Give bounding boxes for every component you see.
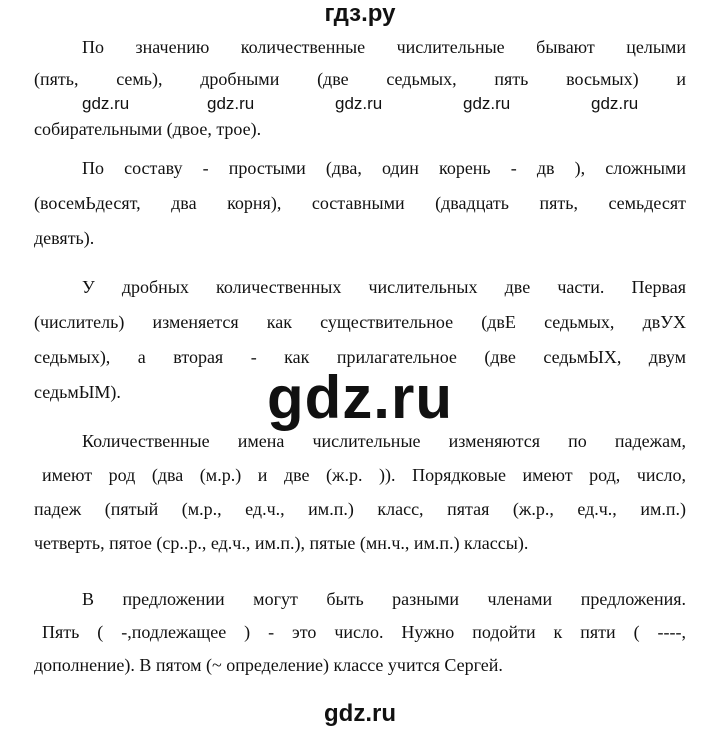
paragraph-declension <box>34 425 686 559</box>
watermark-large: gdz.ru <box>267 364 453 431</box>
text-line: девять). <box>34 228 95 248</box>
text-line: Количественные имена числительные изменяются по падежам, <box>82 431 686 451</box>
text-line: собирательными (двое, трое). <box>34 119 262 139</box>
text-line: падеж (пятый (м.р., ед.ч., им.п.) класс, пятая (ж.р., ед.ч., им.п.) <box>34 499 686 519</box>
text-line: седьмЫМ). <box>34 382 121 402</box>
watermark-small: gdz.ru <box>591 94 639 113</box>
text-line: дополнение). В пятом (~ определение) классе учится Сергей. <box>34 655 503 675</box>
watermark-footer: gdz.ru <box>324 700 396 727</box>
text-line: имеют род (два (м.р.) и две (ж.р. )). Порядковые имеют род, число, <box>42 465 686 485</box>
watermark-small: gdz.ru <box>335 94 383 113</box>
text-line: В предложении могут быть разными членами предложения. <box>82 589 686 609</box>
text-line: Пять ( -,подлежащее ) - это число. Нужно подойти к пяти ( ----, <box>42 622 686 642</box>
watermark-small: gdz.ru <box>207 94 255 113</box>
watermark-small: gdz.ru <box>82 94 130 113</box>
watermark-small: gdz.ru <box>463 94 511 113</box>
text-line: У дробных количественных числительных две части. Первая <box>82 277 686 297</box>
paragraph-sentence-roles <box>34 583 686 681</box>
paragraph-numeral-structure <box>34 152 686 254</box>
text-line: четверть, пятое (ср..р., ед.ч., им.п.), пятые (мн.ч., им.п.) классы). <box>34 533 529 553</box>
text-line: По значению количественные числительные бывают целыми <box>82 37 686 57</box>
text-line: (числитель) изменяется как существительное (двЕ седьмых, двУХ <box>34 312 686 332</box>
text-line: (восемЬдесят, два корня), составными (двадцать пять, семьдесят <box>34 193 686 213</box>
text-line: седьмых), а вторая - как прилагательное (две седьмЫХ, двум <box>34 347 686 367</box>
text-line: (пять, семь), дробными (две седьмых, пять восьмых) и <box>34 69 686 89</box>
site-brand-header: гдз.ру <box>324 0 396 27</box>
text-line: По составу - простыми (два, один корень - дв ), сложными <box>82 158 686 178</box>
paragraph-numeral-meaning <box>34 31 686 145</box>
